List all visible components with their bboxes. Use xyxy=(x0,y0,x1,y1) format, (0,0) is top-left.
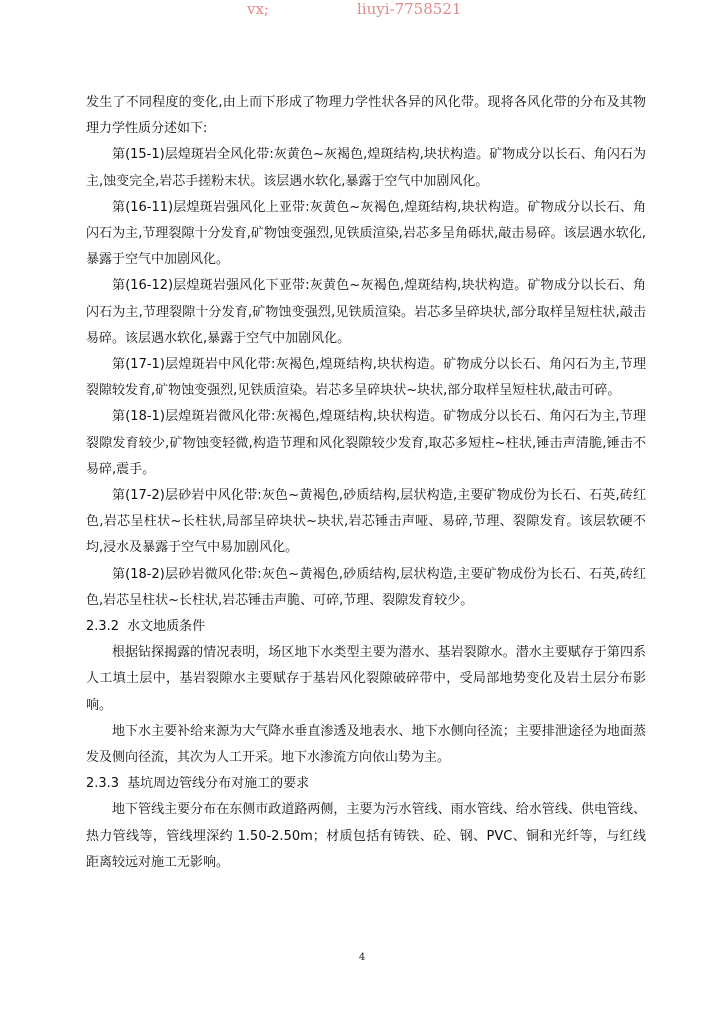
section-title: 基坑周边管线分布对施工的要求 xyxy=(127,776,310,792)
section-heading-hydrogeology xyxy=(86,614,646,640)
section-number: 2.3.3 xyxy=(86,776,120,792)
section-number: 2.3.2 xyxy=(86,619,120,635)
section-title: 水文地质条件 xyxy=(127,619,206,635)
layer-paragraph: 第(17-1)层煌斑岩中风化带:灰褐色,煌斑结构,块状构造。矿物成分以长石、角闪石为主,节理裂隙较发育,矿物蚀变强烈,见铁质渲染。岩芯多呈碎块状~块状,部分取样呈短柱状,敲击可碎。 xyxy=(86,357,646,399)
layer-paragraph: 第(18-1)层煌斑岩微风化带:灰褐色,煌斑结构,块状构造。矿物成分以长石、角闪石为主,节理裂隙发育较少,矿物蚀变轻微,构造节理和风化裂隙较少发育,取芯多短柱~柱状,锤击声清脆,锤击不易碎,震手。 xyxy=(86,409,646,477)
watermark-right: liuyi-7758521 xyxy=(357,0,462,18)
page-number: 4 xyxy=(358,952,366,963)
layer-paragraph: 第(15-1)层煌斑岩全风化带:灰黄色~灰褐色,煌斑结构,块状构造。矿物成分以长石、角闪石为主,蚀变完全,岩芯手搓粉末状。该层遇水软化,暴露于空气中加剧风化。 xyxy=(86,147,646,189)
body-paragraph: 地下水主要补给来源为大气降水垂直渗透及地表水、地下水侧向径流；主要排泄途径为地面蒸发及侧向径流，其次为人工开采。地下水渗流方向依山势为主。 xyxy=(86,723,646,766)
document-page xyxy=(86,90,646,876)
layer-paragraph: 第(17-2)层砂岩中风化带:灰色~黄褐色,砂质结构,层状构造,主要矿物成份为长石、石英,砖红色,岩芯呈柱状~长柱状,局部呈碎块状~块状,岩芯锤击声哑、易碎,节理、裂隙发育。该层软硬不均,浸水及暴露于空气中易加剧风化。 xyxy=(86,488,646,556)
layer-paragraph: 第(16-11)层煌斑岩强风化上亚带:灰黄色~灰褐色,煌斑结构,块状构造。矿物成分以长石、角闪石为主,节理裂隙十分发育,矿物蚀变强烈,见铁质渲染,岩芯多呈角砾状,敲击易碎。该层遇水软化,暴露于空气中加剧风化。 xyxy=(86,199,646,268)
body-paragraph: 地下管线主要分布在东侧市政道路两侧，主要为污水管线、雨水管线、给水管线、供电管线、热力管线等，管线埋深约 1.50-2.50m；材质包括有铸铁、砼、钢、PVC、铜和光纤等，与红线距离较远对施工无影响。 xyxy=(86,802,646,870)
layer-paragraph: 第(18-2)层砂岩微风化带:灰色~黄褐色,砂质结构,层状构造,主要矿物成份为长石、石英,砖红色,岩芯呈柱状~长柱状,岩芯锤击声脆、可碎,节理、裂隙发育较少。 xyxy=(86,566,646,608)
body-paragraph: 根据钻探揭露的情况表明，场区地下水类型主要为潜水、基岩裂隙水。潜水主要赋存于第四系人工填土层中，基岩裂隙水主要赋存于基岩风化裂隙破碎带中，受局部地势变化及岩土层分布影响。 xyxy=(86,645,646,713)
intro-paragraph: 发生了不同程度的变化,由上而下形成了物理力学性状各异的风化带。现将各风化带的分布及其物理力学性质分述如下: xyxy=(86,95,646,137)
watermark-left: vx; xyxy=(247,0,269,18)
section-heading-pipelines xyxy=(86,771,646,797)
layer-paragraph: 第(16-12)层煌斑岩强风化下亚带:灰黄色~灰褐色,煌斑结构,块状构造。矿物成分以长石、角闪石为主,节理裂隙十分发育,矿物蚀变强烈,见铁质渲染。岩芯多呈碎块状,部分取样呈短柱状,敲击易碎。该层遇水软化,暴露于空气中加剧风化。 xyxy=(86,278,646,346)
watermark xyxy=(0,0,724,22)
